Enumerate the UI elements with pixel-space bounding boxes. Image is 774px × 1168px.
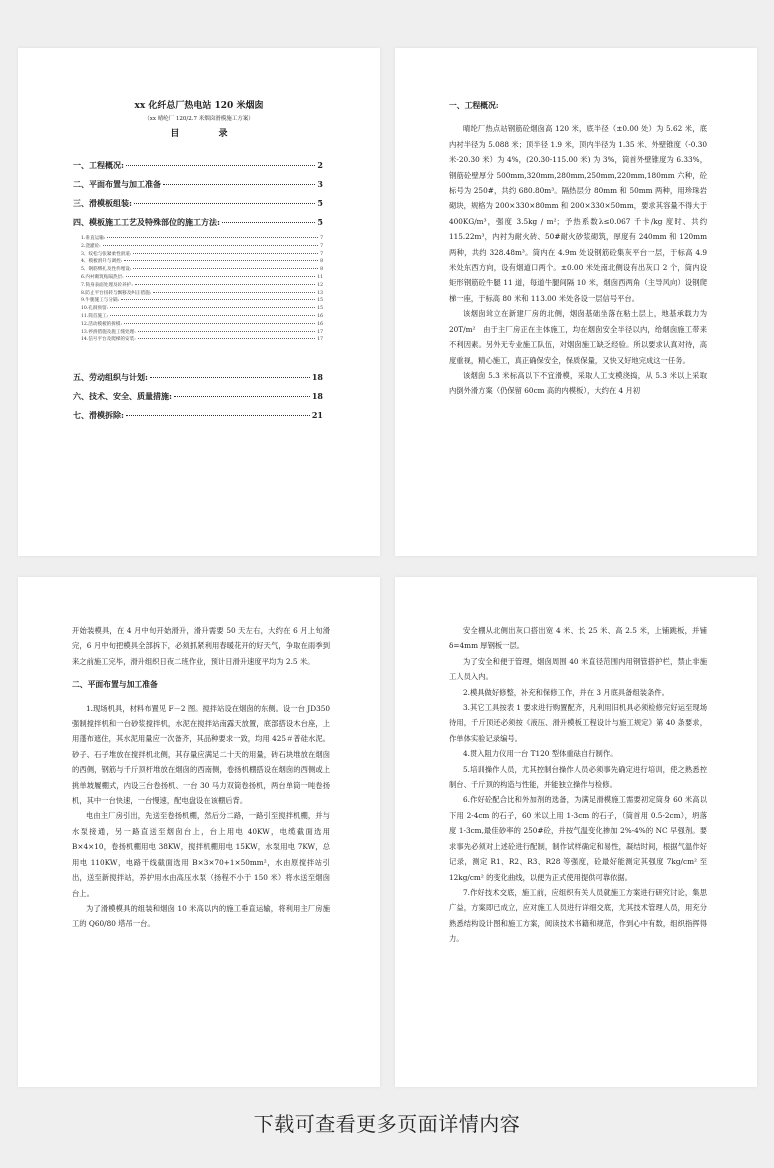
paragraph: 4.贯入阻力仪用一台 T120 型体重砝自行制作。 <box>463 749 618 759</box>
toc-subentry: 7.筒身表面处理及砼养护: 12 <box>81 282 323 288</box>
toc-subentry: 9.牛腿施工与分隔: 15 <box>81 298 323 304</box>
page-body <box>72 623 330 932</box>
paragraph: 5.培训操作人员，尤其控制台操作人员必须事先确定进行培训，使之熟悉控制台、千斤顶的构造与性能，并能独立操作与检修。 <box>449 764 707 790</box>
paragraph: 该烟囱 5.3 米标高以下不宜滑模，采取人工支模浇捣，从 5.3 米以上采取内倒外滑方案（仍保留 60cm 高的内模板），大约在 4 月初 <box>449 370 707 396</box>
toc-entry: 七、滑模拆除: 21 <box>73 410 323 420</box>
paragraph: 6.作好砼配合比和外加剂的选备，为满足滑模施工需要初定筒身 60 米高以下用 2-4cm 的石子，60 米以上用 1-3cm 的石子，（筒首用 0.5-2cm），坍落度 1-3cm,最佳砂率的 250#砼，并按气温变化掺加 2%-4%的 NC 早强剂。要求事先必须对上述砼进行配制，制作试样确定和易性，凝结时间，根据气温作好记录，测定 R1、R2、R3、R28 等强度，砼最好能测定其强度 7kg/cm² 至 12kg/cm² 的变化曲线，以便为正式使用提供可靠依据。 <box>449 795 707 882</box>
toc-subentry: 2.浇灌砼: 7 <box>81 243 323 249</box>
toc-entry: 二、平面布置与加工准备 3 <box>73 179 323 189</box>
toc-entry: 四、模板施工工艺及特殊部位的施工方法: 5 <box>73 217 323 227</box>
section-heading: 二、平面布置与加工准备 <box>72 680 158 690</box>
document-title: xx 化纤总厂热电站 120 米烟囱 <box>134 101 264 111</box>
page-body <box>449 623 707 947</box>
toc-subentry: 14.信号平台及爬梯的安装: 17 <box>81 337 323 343</box>
toc-sub-list <box>73 235 323 344</box>
toc-subentry: 11.筒首施工: 16 <box>81 313 323 319</box>
toc-subentry: 13.停滑措施及施工缝处理: 17 <box>81 329 323 335</box>
paragraph: 开始装模具，在 4 月中旬开始滑升，滑升需要 50 天左右，大约在 6 月上旬滑完，6 月中旬把模具全部拆下，必须抓紧利用春暖花开的好天气，争取在雨季到来之前施工完毕，滑升组织日夜二班作业，预计日滑升速度平均为 2.5 米。 <box>72 626 330 666</box>
toc-entry: 五、劳动组织与计划: 18 <box>73 372 323 382</box>
toc-subentry: 6.内衬砌筑贴隔热层: 11 <box>81 274 323 280</box>
document-page-4 <box>395 577 757 1087</box>
toc-tail-list <box>73 368 323 425</box>
paragraph: 3.其它工具按表 1 要求进行购置配齐，凡利用旧机具必须检修完好运至现场待用，千斤顶还必须按《液压、滑升模板工程设计与施工规定》第 40 条要求，作单体实验记录编号。 <box>449 703 707 743</box>
paragraph: 该烟囱耸立在新建厂房的北侧，烟囱基础坐落在粘土层上，地基承载力为 20T/m² 由于主厂房正在主体施工，均在烟囱安全半径以内，给烟囱施工带来不利因素。另外无专业施工队伍，对烟囱施工缺乏经验。所以要求认真对待，高度重视，精心施工，真正确保安全，保质保量，又快又好地完成这一任务。 <box>449 309 707 365</box>
document-page-3 <box>18 577 380 1087</box>
toc-subentry: 4、模板滑升与调控: 8 <box>81 259 323 265</box>
paragraph: 电由主厂房引出，先送至卷扬机棚，然后分二路，一路引至搅拌机棚，并与水泵接通，另一路直送至烟囱台上，台上用电 40KW，电缆截面选用 B×4×10，卷扬机棚用电 38KW，搅拌机棚用电 15KW，水泵用电 7KW，总用电 110KW，电路干线截面选用 B×3×70+1×50mm²，水由原搅拌站引出，送至新搅拌站，养护用水由高压水泵（扬程不小于 150 米）将水送至烟囱台上。 <box>72 811 330 898</box>
document-page-2 <box>395 48 757 556</box>
paragraph: 为了滑模模具的组装和烟囱 10 米高以内的施工垂直运输，将利用主厂房施工的 Q60/80 塔吊一台。 <box>72 903 330 929</box>
document-subtitle: （xx 晴纶厂 120/2.7 米烟囱滑模施工方案） <box>144 116 254 122</box>
toc-subentry: 3、纹松与张紧柔性滑道: 7 <box>81 251 323 257</box>
toc-main-list <box>73 156 323 232</box>
paragraph: 1.现场机具，材料布置见 F－2 图。搅拌站设在烟囱的东侧。设一台 JD350 强制搅拌机和一台砂浆搅拌机，水泥在搅拌站南露天放置，底部搭设木台座，上用蓬布遮住，其水泥用量应一次备齐，其品种要求一致，均用 425＃普硅水泥。砂子、石子堆放在搅拌机北侧，其存量应满足二十天的用量，砖石块堆放在烟囱的西侧，钢筋与千斤顶杆堆放在烟囱的西南侧，卷扬机棚搭设在烟囱的西侧或上挑单坡履棚式，内设三台卷扬机、一台 30 马力双筒卷扬机，两台单筒一吨卷扬机，其中一台快速，一台慢速，配电盘设在该棚后背。 <box>72 703 330 806</box>
toc-subentry: 1.垂直运输: 7 <box>81 236 323 241</box>
toc-subentry: 12.活动模板的拆模: 16 <box>81 321 323 327</box>
toc-subentry: 10.孔洞预留: 15 <box>81 306 323 312</box>
download-more-caption: 下载可查看更多页面详情内容 <box>253 1112 521 1136</box>
toc-heading: 目 录 <box>170 129 246 139</box>
paragraph: 晴纶厂热点站钢筋砼烟囱高 120 米，底半径（±0.00 处）为 5.62 米，底内衬半径为 5.088 米；顶半径 1.9 米，顶内半径为 1.35 米、外壁锥度（-0.30 米-20.30 米）为 4%，(20.30-115.00 米) 为 3%，筒首外壁锥度为 6.33%，钢筋砼壁厚分 500mm,320mm,280mm,250mm,220mm,180mm 六种，砼标号为 250#，共约 680.80m³。隔热层分 80mm 和 50mm 两种，用珍珠岩砌块，规格为 200×330×80mm 和 200×330×50mm，要求其容量不得大于 400KG/m³，强度 3.5kg / m²；予热系数λ≤0.067 千卡/kg 度时、共约 115.22m³，内衬为耐火砖、50#耐火砂浆砌筑，厚度有 240mm 和 120mm 两种，共约 328.48m³。筒内在 4.9m 处设钢筋砼集灰平台一层，于标高 4.9 米处东西方向，设有烟道口两个。±0.00 米处南北侧设有出灰口 2 个，筒内设矩形钢筋砼牛腿 11 道，每道牛腿间隔 10 米，烟囱西两角（主导风向）设钢爬梯一座，于标高 80 米和 113.00 米处各设一层信号平台。 <box>449 124 707 303</box>
toc-entry: 六、技术、安全、质量措施: 18 <box>73 391 323 401</box>
section-heading: 一、工程概况: <box>449 101 499 110</box>
page-body <box>449 98 707 399</box>
paragraph: 为了安全和便于管理，烟囱周围 40 米直径范围内用钢管搭护栏，禁止非施工人员入内。 <box>449 656 707 682</box>
toc-subentry: 8.防止平台扭转与飘移及纠正措施: 13 <box>81 290 323 296</box>
toc-subentry: 5、钢筋绑扎及性件埋设: 8 <box>81 267 323 273</box>
toc-entry: 三、滑模板组装: 5 <box>73 198 323 208</box>
paragraph: 2.模具做好修整，补充和保修工作，并在 3 月底具备组装条件。 <box>463 687 669 697</box>
document-page-1 <box>18 48 380 556</box>
paragraph: 安全棚从北侧出灰口搭出宽 4 米、长 25 米、高 2.5 米，上铺跳板，并铺δ=4mm 厚钢板一层。 <box>449 626 707 651</box>
paragraph: 7.作好技术交底，施工前，应组织有关人员就施工方案进行研究讨论，集思广益，方案即已成立，应对施工人员进行详细交底，尤其技术管理人员，用充分熟悉结构设计图和施工方案，阅读技术书籍和规范，作到心中有数，组织指挥得力。 <box>449 887 707 944</box>
toc-entry: 一、工程概况: 2 <box>73 160 323 170</box>
